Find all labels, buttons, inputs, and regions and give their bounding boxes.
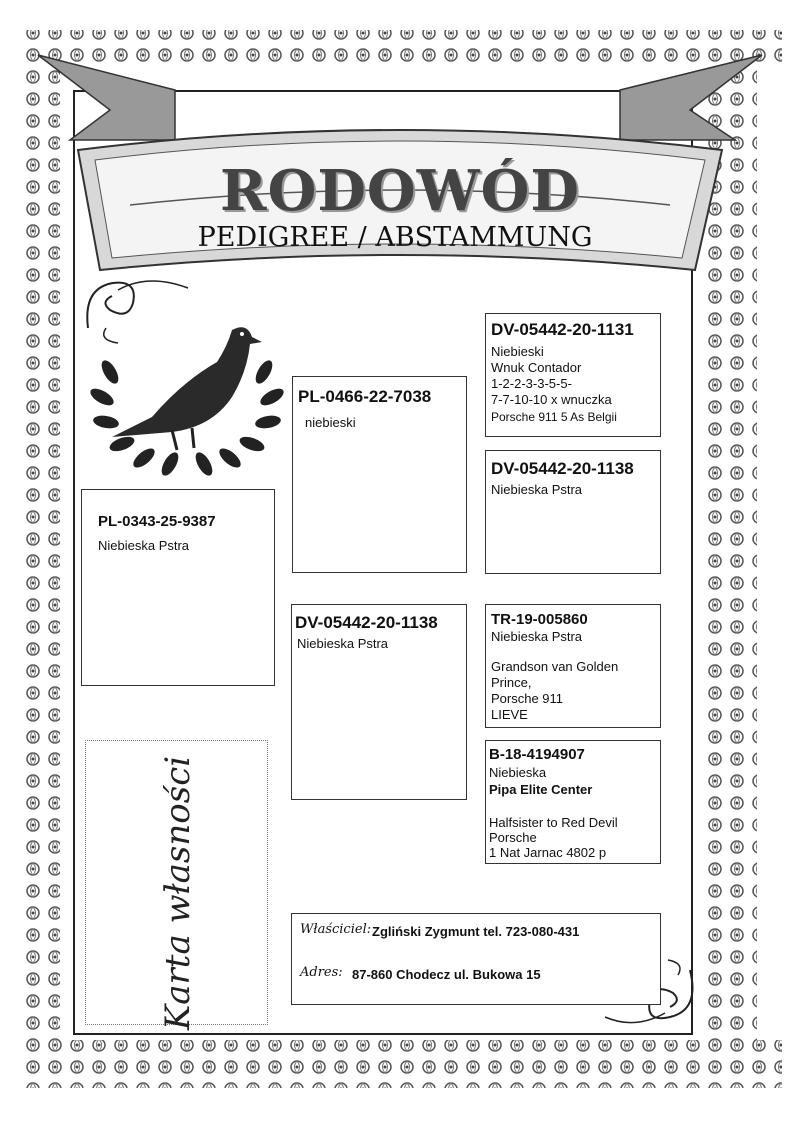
ownership-card	[85, 740, 268, 1031]
dam-ring: DV-05442-20-1138	[295, 613, 438, 632]
address-value: 87-860 Chodecz ul. Bukowa 15	[352, 967, 541, 982]
dam-sire-color: Niebieska Pstra	[491, 629, 583, 644]
dam-dam-box	[485, 740, 661, 864]
pigeon-ring: PL-0343-25-9387	[98, 513, 216, 530]
ownership-card-label: Karta własności	[158, 755, 198, 1031]
dam-sire-ring: TR-19-005860	[491, 611, 588, 628]
owner-value: Zgliński Zygmunt tel. 723-080-431	[372, 924, 580, 939]
sire-dam-box	[485, 450, 661, 574]
dam-sire-note: Prince,	[491, 675, 532, 690]
dam-box	[291, 604, 467, 800]
sire-sire-box	[485, 313, 661, 437]
dam-dam-note: Porsche	[489, 830, 537, 845]
sire-sire-line: 1-2-2-3-3-5-5-	[491, 376, 572, 391]
dam-dam-loft: Pipa Elite Center	[489, 782, 593, 797]
owner-label: Właściciel:	[300, 922, 372, 937]
sire-color: niebieski	[305, 415, 356, 430]
sire-sire-ring: DV-05442-20-1131	[491, 320, 634, 339]
dam-dam-note: 1 Nat Jarnac 4802 p	[489, 845, 607, 860]
sire-sire-line: Porsche 911 5 As Belgii	[491, 410, 617, 424]
sire-dam-color: Niebieska Pstra	[491, 482, 583, 497]
dam-dam-note: Halfsister to Red Devil	[489, 815, 618, 830]
sire-sire-line: Wnuk Contador	[491, 360, 582, 375]
dam-sire-note: Grandson van Golden	[491, 659, 619, 674]
pigeon-emblem-icon	[82, 312, 292, 482]
dam-dam-ring: B-18-4194907	[489, 746, 585, 763]
ribbon-banner	[0, 0, 800, 300]
pigeon-color: Niebieska Pstra	[98, 538, 190, 553]
dam-dam-color: Niebieska	[489, 765, 547, 780]
sire-sire-line: Niebieski	[491, 344, 544, 359]
owner-box	[291, 913, 661, 1005]
dam-sire-note: Porsche 911	[491, 691, 564, 706]
address-label: Adres:	[300, 965, 343, 980]
sire-ring: PL-0466-22-7038	[298, 387, 432, 406]
page-subtitle: PEDIGREE / ABSTAMMUNG	[197, 222, 593, 253]
page-title: RODOWÓD	[220, 158, 580, 224]
dam-sire-note: LIEVE	[491, 707, 528, 722]
dam-color: Niebieska Pstra	[297, 636, 389, 651]
sire-box	[292, 376, 467, 573]
sire-sire-line: 7-7-10-10 x wnuczka	[491, 392, 612, 407]
pigeon-box	[81, 489, 275, 686]
dam-sire-box	[485, 604, 661, 728]
sire-dam-ring: DV-05442-20-1138	[491, 459, 634, 478]
